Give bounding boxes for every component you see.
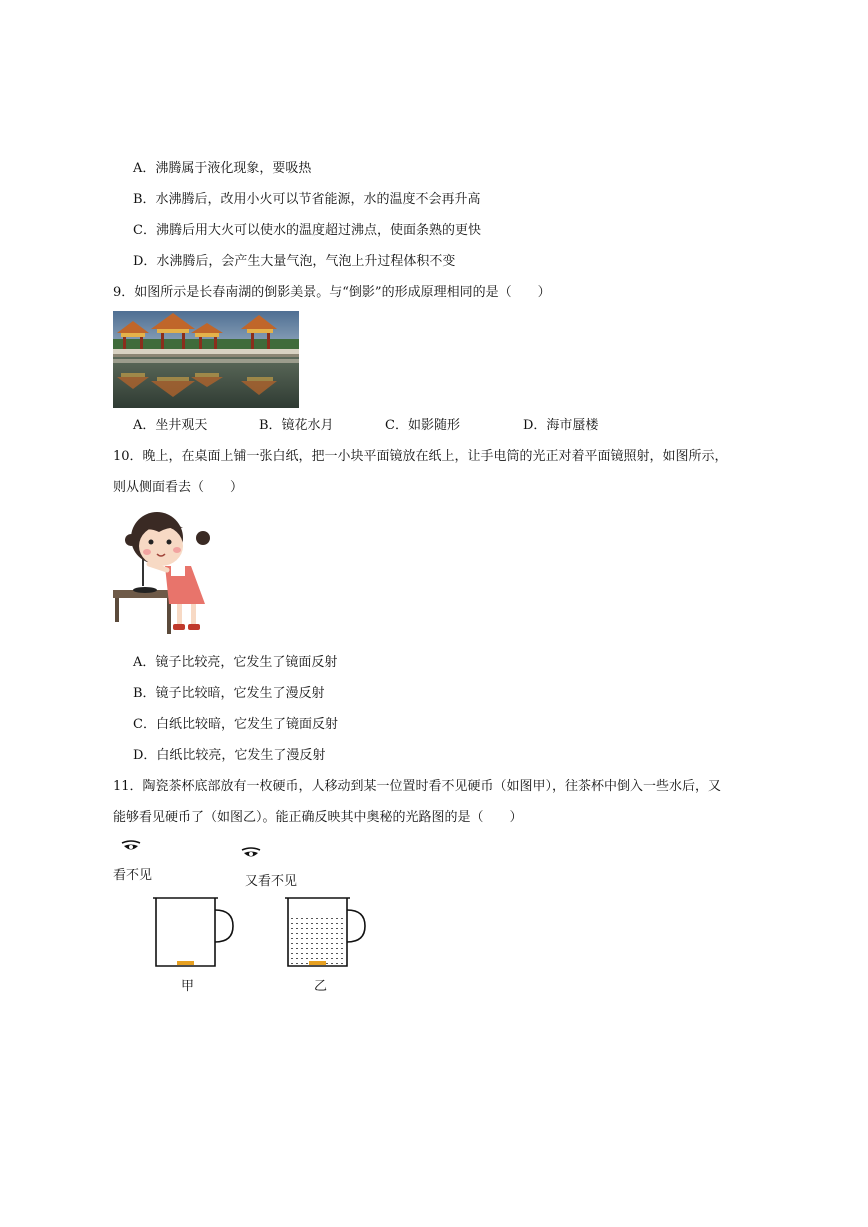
lake-reflection-photo bbox=[113, 311, 299, 408]
q8-option-a: A．沸腾属于液化现象，要吸热 bbox=[133, 161, 312, 176]
q8-option-b: B．水沸腾后，改用小火可以节省能源，水的温度不会再升高 bbox=[133, 192, 481, 207]
q8-option-c: C．沸腾后用大火可以使水的温度超过沸点，使面条熟的更快 bbox=[133, 223, 481, 238]
q9-option-d: D．海市蜃楼 bbox=[523, 418, 599, 433]
cup-coin-figure bbox=[113, 838, 383, 993]
q10-stem-line2: 则从侧面看去（ ） bbox=[113, 480, 244, 495]
q9-option-b: B．镜花水月 bbox=[259, 418, 334, 433]
q10-stem-line1: 10．晚上，在桌面上铺一张白纸，把一小块平面镜放在纸上，让手电筒的光正对着平面镜照射，如图所示， bbox=[113, 449, 728, 464]
q10-option-c: C．白纸比较暗，它发生了镜面反射 bbox=[133, 717, 338, 732]
q10-option-a: A．镜子比较亮，它发生了镜面反射 bbox=[133, 655, 338, 670]
cup-empty-diagram bbox=[153, 896, 237, 970]
right-cup-label: 又看不见 bbox=[245, 874, 298, 889]
q8-option-d: D．水沸腾后，会产生大量气泡，气泡上升过程体积不变 bbox=[133, 254, 456, 269]
q10-option-d: D．白纸比较亮，它发生了漫反射 bbox=[133, 748, 326, 763]
eye-icon bbox=[121, 840, 141, 854]
left-cup-caption: 甲 bbox=[181, 979, 195, 994]
q11-stem-line1: 11．陶瓷茶杯底部放有一枚硬币，人移动到某一位置时看不见硬币（如图甲），往茶杯中倒入一些水后，又 bbox=[113, 779, 722, 794]
right-cup-caption: 乙 bbox=[314, 979, 328, 994]
eye-icon bbox=[241, 847, 261, 861]
cup-water-diagram bbox=[285, 896, 369, 970]
q9-option-a: A．坐井观天 bbox=[133, 418, 208, 433]
q11-stem-line2: 能够看见硬币了（如图乙）。能正确反映其中奥秘的光路图的是（ ） bbox=[113, 810, 523, 825]
q10-option-b: B．镜子比较暗，它发生了漫反射 bbox=[133, 686, 325, 701]
q9-option-c: C．如影随形 bbox=[385, 418, 460, 433]
girl-flashlight-illustration bbox=[113, 508, 213, 638]
q9-stem: 9．如图所示是长春南湖的倒影美景。与“倒影”的形成原理相同的是（ ） bbox=[113, 285, 551, 300]
left-cup-label: 看不见 bbox=[113, 868, 153, 883]
